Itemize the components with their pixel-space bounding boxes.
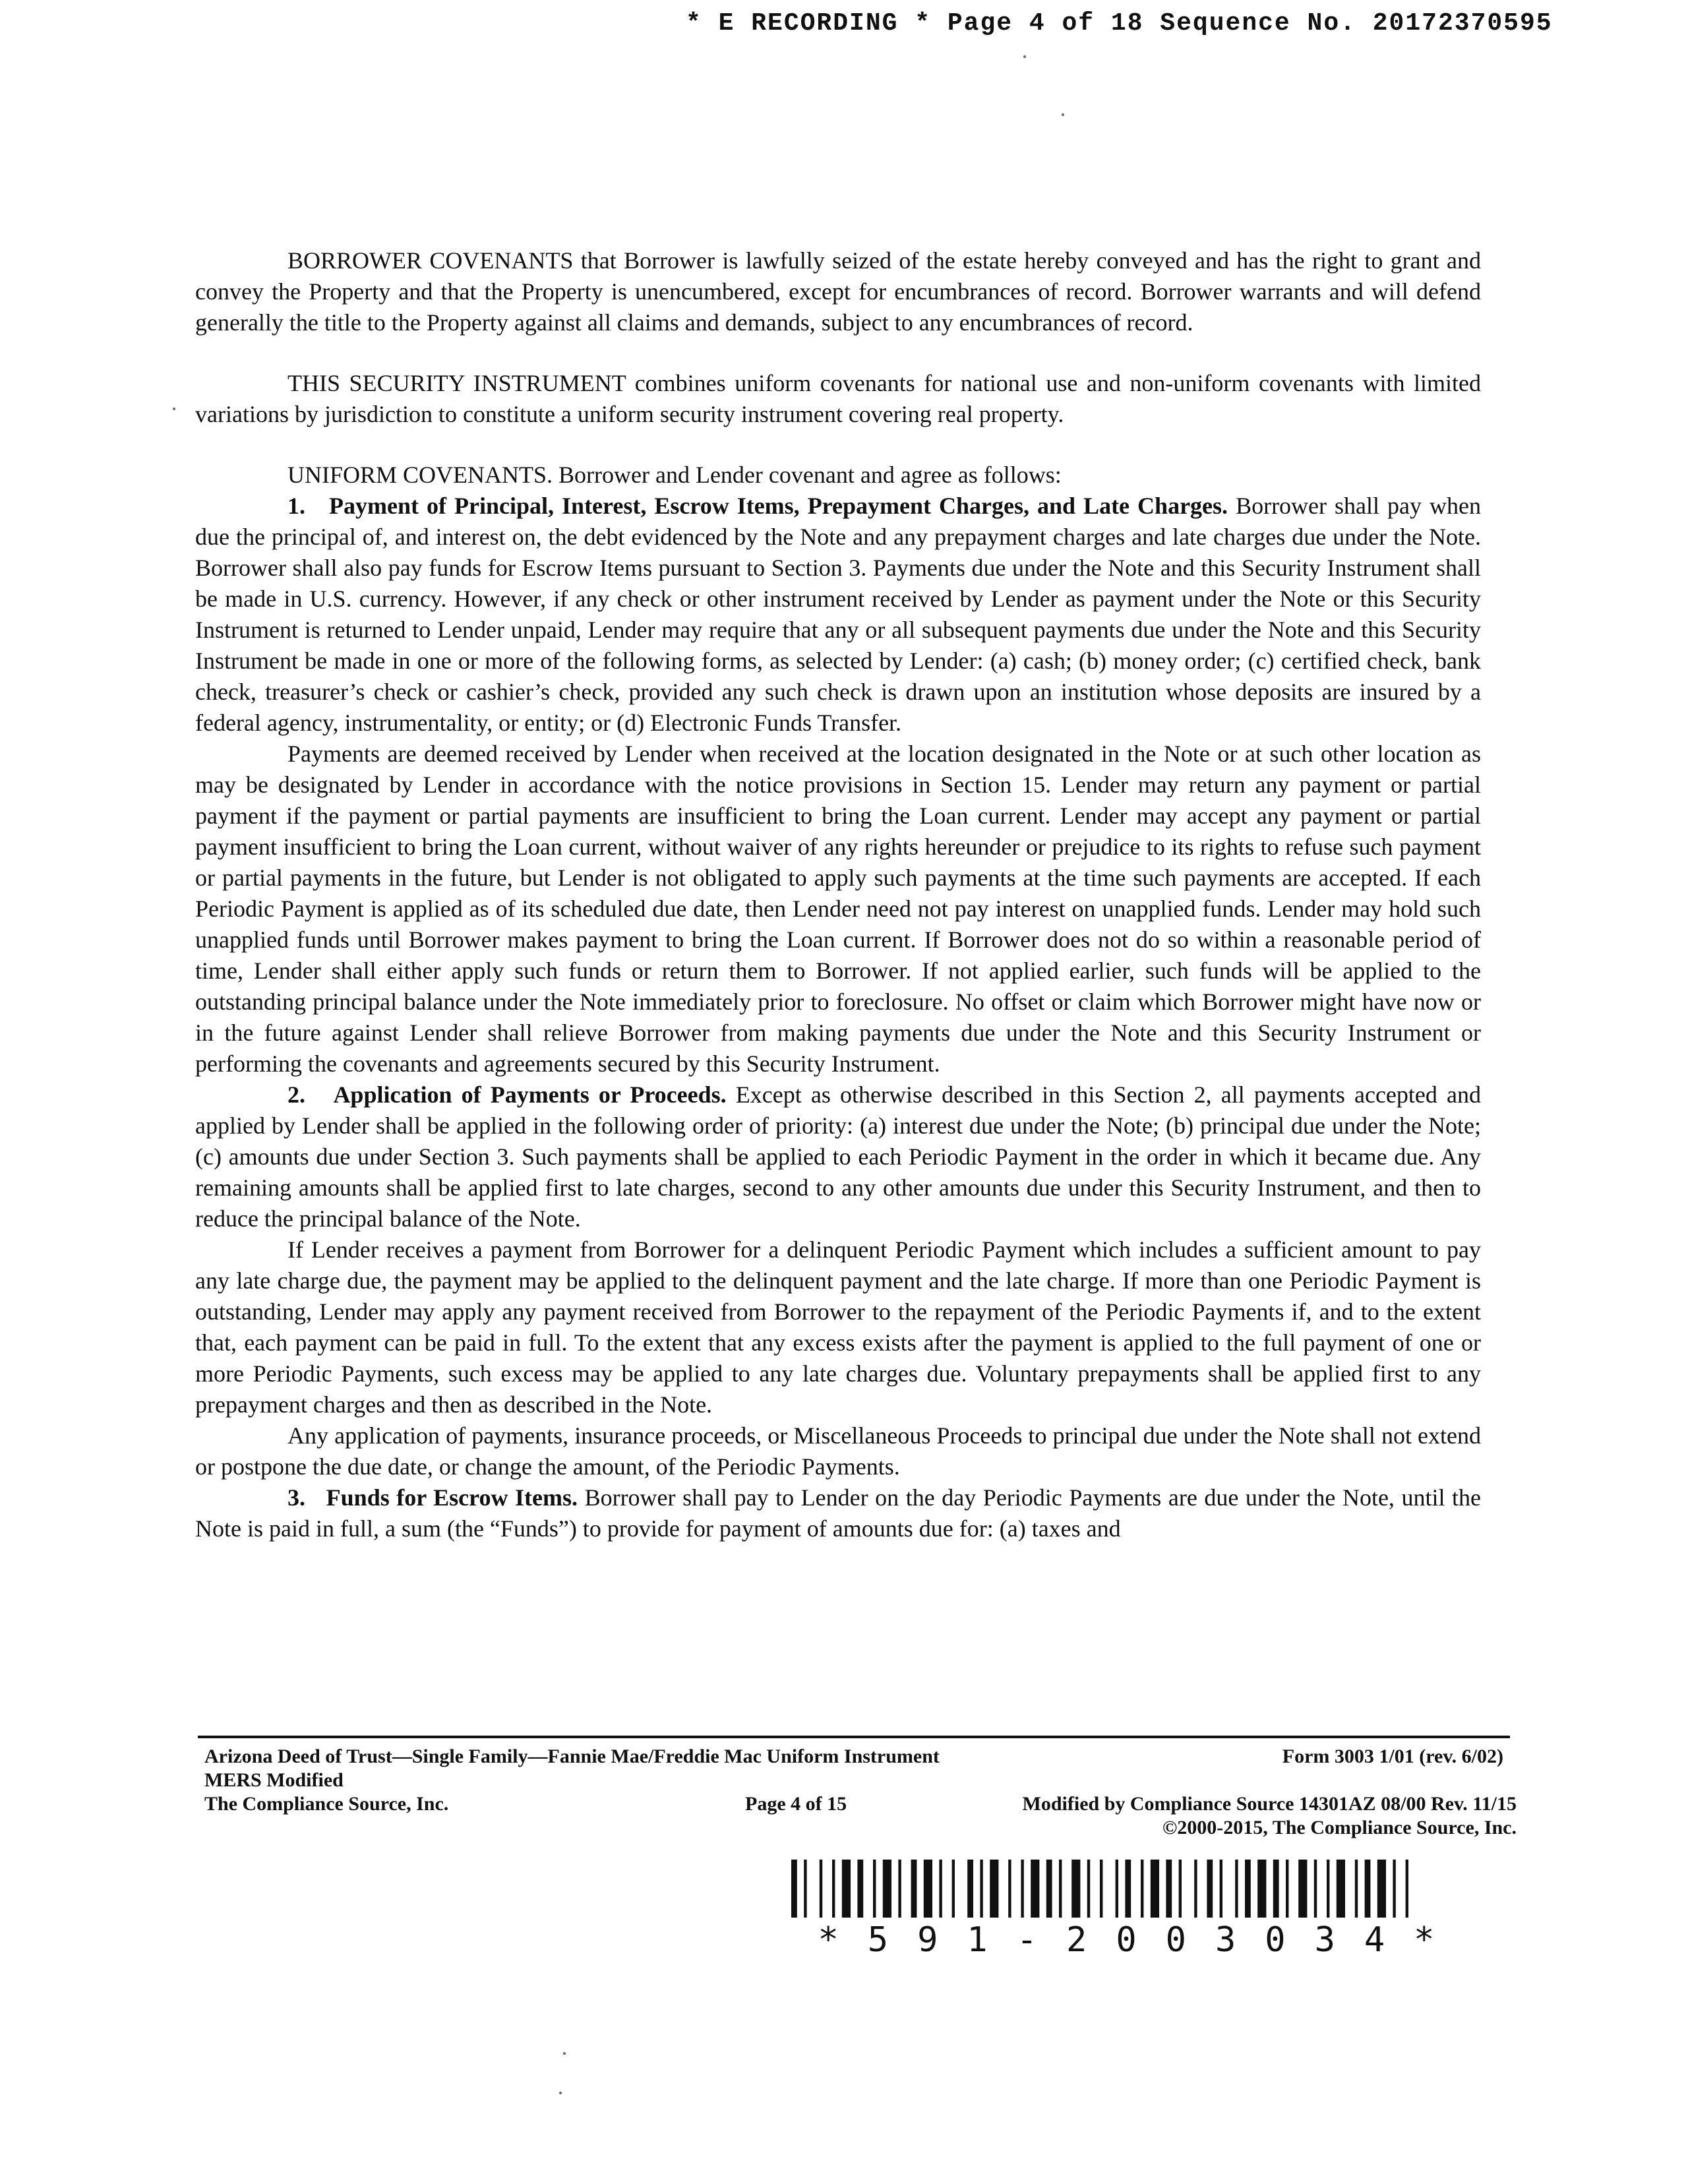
barcode-bar [1298,1860,1307,1918]
section-1-heading: Payment of Principal, Interest, Escrow Items, Prepayment Charges, and Late Charges. [329,493,1228,519]
barcode-bar [1314,1860,1317,1918]
section-2-paragraph-3: Any application of payments, insurance proceeds, or Miscellaneous Proceeds to principal due under the Note shall not extend or postpone the due date, or change the amount, of the Periodic Payments. [195,1422,1481,1480]
barcode-bar [1257,1860,1266,1918]
barcode-bar [791,1860,797,1918]
footer-modified-info [1023,1792,1517,1840]
barcode-bar [1245,1860,1251,1918]
section-1-text: Borrower shall pay when due the principal of, and interest on, the debt evidenced by the Note and any prepayment charges and late charges due under the Note. Borrower shall also pay funds for Escrow Items pursuant to Section 3. Payments due under the Note and this Security Instrument shall be made in U.S. currency. However, if any check or other instrument received by Lender as payment under the Note or this Security Instrument is returned to Lender unpaid, Lender may require that any or all subsequent payments due under the Note and this Security Instrument be made in one or more of the following forms, as selected by Lender: (a) cash; (b) money order; (c) certified check, bank check, treasurer’s check or cashier’s check, provided any such check is drawn upon an institution whose deposits are insured by a federal agency, instrumentality, or entity; or (d) Electronic Funds Transfer. [195,493,1482,736]
barcode-bar [1406,1860,1408,1918]
barcode-bar [1125,1860,1131,1918]
footer-form-title: Arizona Deed of Trust—Single Family—Fannie Mae/Freddie Mac Uniform Instrument [204,1745,940,1767]
barcode-bar [1393,1860,1395,1918]
document-body [195,245,1481,1544]
barcode-number: *591-2003034* [818,1920,1464,1960]
barcode-bar [1220,1860,1222,1918]
barcode-bar [1365,1860,1371,1918]
recording-stamp: * E RECORDING * Page 4 of 18 Sequence No. 20172370595 [686,9,1553,38]
barcode-bar [1059,1860,1062,1918]
section-1-number: 1. [287,493,305,519]
barcode-bar [883,1860,891,1918]
barcode [791,1860,1490,1958]
barcode-bar [832,1860,835,1918]
footer-company: The Compliance Source, Inc. [204,1793,449,1815]
scan-speck [1023,55,1026,58]
barcode-bar [898,1860,901,1918]
scan-speck [173,408,175,410]
page-footer [198,1745,1517,1844]
barcode-bar [939,1860,942,1918]
scan-speck [559,2092,562,2094]
scan-speck [1062,113,1064,116]
barcode-bar [952,1860,955,1918]
barcode-bar [1071,1860,1080,1918]
section-3-heading: Funds for Escrow Items. [326,1484,578,1511]
barcode-bar [1355,1860,1358,1918]
barcode-bar [1337,1860,1345,1918]
barcode-bars [791,1860,1490,1918]
barcode-bar [1207,1860,1213,1918]
barcode-bar [911,1860,917,1918]
barcode-bar [924,1860,932,1918]
section-2-paragraph-2: If Lender receives a payment from Borrower for a delinquent Periodic Payment which includes a sufficient amount to pay any late charge due, the payment may be applied to the delinquent payment and the late charge. If more than one Periodic Payment is outstanding, Lender may apply any payment received from Borrower to the repayment of the Periodic Payments if, and to the extent that, each payment can be paid in full. To the extent that any excess exists after the payment is applied to the full payment of one or more Periodic Payments, such excess may be applied to any late charges due. Voluntary prepayments shall be applied first to any prepayment charges and then as described in the Note. [195,1236,1481,1418]
barcode-bar [873,1860,876,1918]
barcode-bar [1194,1860,1197,1918]
section-3-paragraph [195,1482,1481,1544]
barcode-bar [1031,1860,1039,1918]
footer-divider [198,1736,1510,1738]
section-2-heading: Application of Payments or Proceeds. [333,1081,727,1108]
footer-mers-modified: MERS Modified [204,1769,344,1791]
section-2-text: Except as otherwise described in this Section 2, all payments accepted and applied by Lender shall be applied in the following order of priority: (a) interest due under the Note; (b) principal due under the Note; (c) amounts due under Section 3. Such payments shall be applied to each Periodic Payment in the order in which it became due. Any remaining amounts shall be applied first to late charges, second to any other amounts due under this Security Instrument, and then to reduce the principal balance of the Note. [195,1081,1482,1232]
section-2-number: 2. [287,1081,305,1108]
uniform-covenants-intro: UNIFORM COVENANTS. Borrower and Lender covenant and agree as follows: [287,462,1062,488]
barcode-bar [1087,1860,1090,1918]
barcode-bar [1327,1860,1329,1918]
barcode-bar [842,1860,851,1918]
barcode-bar [1116,1860,1118,1918]
barcode-bar [1273,1860,1279,1918]
barcode-bar [1008,1860,1011,1918]
barcode-bar [1377,1860,1386,1918]
scan-speck [563,2052,566,2055]
barcode-bar [1046,1860,1052,1918]
barcode-bar [820,1860,822,1918]
barcode-bar [1235,1860,1238,1918]
barcode-bar [857,1860,863,1918]
barcode-bar [1286,1860,1288,1918]
barcode-bar [1151,1860,1159,1918]
section-2-paragraph [195,1079,1481,1234]
section-3-text: Borrower shall pay to Lender on the day Periodic Payments are due under the Note, until the Note is paid in full, a sum (the “Funds”) to provide for payment of amounts due for: (a) taxes and [195,1484,1482,1542]
barcode-bar [967,1860,973,1918]
barcode-bar [804,1860,806,1918]
barcode-bar [990,1860,998,1918]
barcode-bar [1179,1860,1182,1918]
barcode-bar [1141,1860,1143,1918]
section-1-paragraph-2: Payments are deemed received by Lender when received at the location designated in the Note or at such other location as may be designated by Lender in accordance with the notice provisions in Section 15. Lender may return any payment or partial payment if the payment or partial payments are insufficient to bring the Loan current. Lender may accept any payment or partial payment insufficient to bring the Loan current, without waiver of any rights hereunder or prejudice to its rights to refuse such payment or partial payments in the future, but Lender is not obligated to apply such payments at the time such payments are accepted. If each Periodic Payment is applied as of its scheduled due date, then Lender need not pay interest on unapplied funds. Lender may hold such unapplied funds until Borrower makes payment to bring the Loan current. If Borrower does not do so within a reasonable period of time, Lender shall either apply such funds or return them to Borrower. If not applied earlier, such funds will be applied to the outstanding principal balance under the Note immediately prior to foreclosure. No offset or claim which Borrower might have now or in the future against Lender shall relieve Borrower from making payments due under the Note and this Security Instrument or performing the covenants and agreements secured by this Security Instrument. [195,741,1481,1077]
section-1-paragraph [195,491,1481,739]
footer-modified-line: Modified by Compliance Source 14301AZ 08/00 Rev. 11/15 [1022,1793,1517,1815]
barcode-bar [980,1860,982,1918]
footer-copyright: ©2000-2015, The Compliance Source, Inc. [1162,1817,1517,1838]
section-3-number: 3. [287,1484,305,1511]
security-instrument-paragraph: THIS SECURITY INSTRUMENT combines uniform covenants for national use and non-uniform covenants with limited variations by jurisdiction to constitute a uniform security instrument covering real property. [195,370,1481,427]
barcode-bar [1166,1860,1172,1918]
borrower-covenants-paragraph: BORROWER COVENANTS that Borrower is lawfully seized of the estate hereby conveyed and has the right to grant and convey the Property and that the Property is unencumbered, except for encumbrances of record. Borrower warrants and will defend generally the title to the Property against all claims and demands, subject to any encumbrances of record. [195,247,1481,336]
barcode-bar [1100,1860,1102,1918]
footer-page-number: Page 4 of 15 [745,1793,847,1815]
barcode-bar [1021,1860,1023,1918]
footer-form-number: Form 3003 1/01 (rev. 6/02) [1282,1745,1503,1767]
